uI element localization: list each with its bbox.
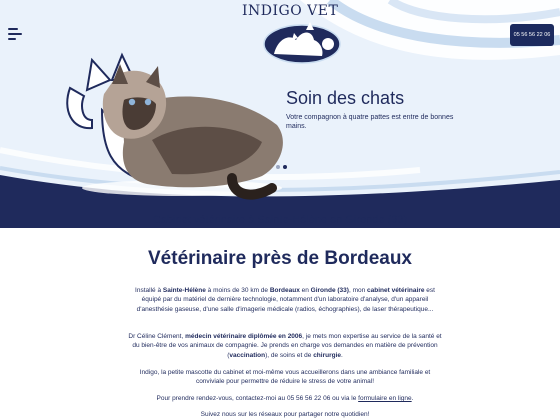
slide-text: Votre compagnon à quatre pattes est entre de bonnes mains.	[286, 114, 454, 131]
logo-text: INDIGO VET	[242, 3, 339, 19]
cat-image	[62, 50, 292, 200]
contact-paragraph: Pour prendre rendez-vous, contactez-moi au 05 56 56 22 06 ou via le formulaire en ligne.	[156, 395, 414, 402]
phone-button[interactable]: 05 56 56 22 06	[510, 24, 554, 46]
contact-form-link[interactable]: formulaire en ligne	[358, 395, 412, 402]
intro-paragraph: Installé à Sainte-Hélène à moins de 30 km de Bordeaux en Gironde (33), mon cabinet vétérinaire est équipé par du matériel de dernière technologie, notamment d'un laboratoire d'analyse, d'un appareil d'anesthésie gaseuse, d'une salle d'imagerie médicale (radios, échographies), de laser thérapeutique...	[135, 287, 435, 313]
mascot-paragraph: Indigo, la petite mascotte du cabinet et moi-même vous accueillerons dans une ambiance familiale et conviviale pour permettre de réduire le stress de votre animal!	[139, 369, 431, 386]
menu-icon[interactable]	[8, 28, 22, 40]
social-paragraph: Suivez nous sur les réseaux pour partager notre quotidien!	[200, 411, 370, 418]
slider-dots	[276, 165, 287, 169]
vet-paragraph: Dr Céline Clément, médecin vétérinaire diplômée en 2006, je mets mon expertise au service de la santé et du bien-être de vos animaux de compagnie. Je prends en charge vos demandes en matière de prévention (vaccination), de soins et de chirurgie.	[128, 333, 442, 359]
slide-title: Soin des chats	[286, 88, 405, 108]
page-title: Vétérinaire près de Bordeaux	[148, 248, 412, 269]
slider-dot-active[interactable]	[283, 165, 287, 169]
hero-caption: Cabinet vétérinaire à Sainte-Hélène en Gironde (33)	[152, 214, 408, 226]
slider-dot[interactable]	[276, 165, 280, 169]
